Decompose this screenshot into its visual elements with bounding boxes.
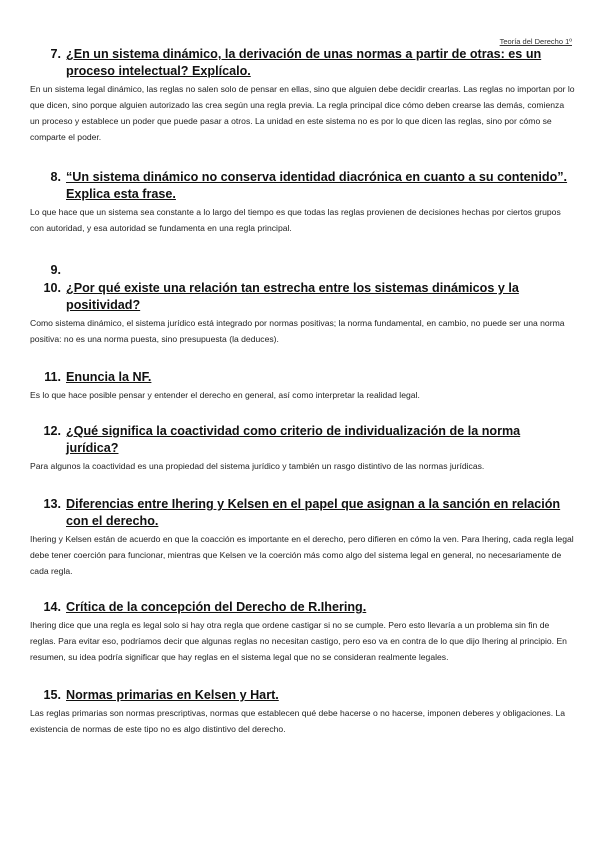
question-number: 8. — [50, 170, 61, 184]
question-heading — [30, 687, 575, 704]
question-text: “Un sistema dinámico no conserva identidad diacrónica en cuanto a su contenido”. Explica esta frase. — [66, 170, 568, 201]
page-header: Teoría del Derecho 1º — [499, 37, 572, 46]
question-heading — [30, 262, 575, 279]
document-body — [30, 46, 575, 737]
answer-text: Como sistema dinámico, el sistema jurídico está integrado por normas positivas; la norma fundamental, en cambio, no puede ser una norma positiva: no es una norma puesta, sino presupuesta (la deduces). — [30, 318, 565, 344]
question-11 — [30, 369, 575, 403]
question-text: ¿En un sistema dinámico, la derivación de unas normas a partir de otras: es un proceso intelectual? Explícalo. — [66, 47, 542, 78]
question-9 — [30, 262, 575, 279]
answer-text: Ihering y Kelsen están de acuerdo en que la coacción es importante en el derecho, pero difieren en cómo la ven. Para Ihering, cada regla legal debe tener coerción para funcionar, mientras que Kelsen ve la coerción más como algo del sistema legal en general, no necesariamente de cada regla. — [30, 534, 574, 576]
question-heading — [30, 46, 575, 80]
question-text: Crítica de la concepción del Derecho de R.Ihering. — [66, 600, 367, 614]
question-heading — [30, 599, 575, 616]
question-8 — [30, 169, 575, 236]
question-number: 9. — [50, 263, 61, 277]
question-text: ¿Por qué existe una relación tan estrecha entre los sistemas dinámicos y la positividad? — [66, 281, 519, 312]
question-13 — [30, 496, 575, 579]
question-text: ¿Qué significa la coactividad como criterio de individualización de la norma jurídica? — [66, 424, 521, 455]
question-number: 7. — [50, 47, 61, 61]
answer-text: En un sistema legal dinámico, las reglas no salen solo de pensar en ellas, sino que alguien debe decidir crearlas. Las reglas no importan por lo que dicen, sino porque alguien autorizado las crea según una regla previa. La regla principal dice cómo deben crearse las demás, comienza un proceso y establece un poder que puede pasar a otros. La unidad en este sistema no es por lo que dicen las reglas, sino por cómo se comparte el poder. — [30, 84, 575, 142]
question-text: Normas primarias en Kelsen y Hart. — [66, 688, 279, 702]
question-heading — [30, 423, 575, 457]
answer-text: Es lo que hace posible pensar y entender el derecho en general, así como interpretar la realidad legal. — [30, 390, 420, 400]
question-heading — [30, 169, 575, 203]
answer-text: Lo que hace que un sistema sea constante a lo largo del tiempo es que todas las reglas provienen de decisiones hechas por ciertos grupos con autoridad, y esa autoridad se fundamenta en una regla principal. — [30, 207, 561, 233]
question-7 — [30, 46, 575, 145]
question-15 — [30, 687, 575, 737]
question-text: Enuncia la NF. — [66, 370, 152, 384]
question-number: 13. — [43, 497, 61, 511]
question-10 — [30, 280, 575, 347]
question-14 — [30, 599, 575, 665]
answer-text: Para algunos la coactividad es una propiedad del sistema jurídico y también un rasgo distintivo de las normas jurídicas. — [30, 461, 485, 471]
answer-text: Ihering dice que una regla es legal solo si hay otra regla que ordene castigar si no se cumple. Pero esto llevaría a un problema sin fin de reglas. Para evitar eso, podríamos decir que algunas reglas no necesitan castigo, pero eso va en contra de lo que dijo Ihering al principio. En resumen, su idea podría significar que hay reglas en el sistema legal que no se consideran realmente legales. — [30, 620, 567, 662]
answer-text: Las reglas primarias son normas prescriptivas, normas que establecen qué debe hacerse o no hacerse, imponen deberes y obligaciones. La existencia de normas de este tipo no es algo distintivo del derecho. — [30, 708, 566, 734]
question-text: Diferencias entre Ihering y Kelsen en el papel que asignan a la sanción en relación con el derecho. — [66, 497, 561, 528]
question-text — [66, 262, 575, 279]
question-number: 14. — [43, 600, 61, 614]
question-heading — [30, 369, 575, 386]
question-12 — [30, 423, 575, 474]
question-number: 12. — [43, 424, 61, 438]
question-heading — [30, 280, 575, 314]
question-heading — [30, 496, 575, 530]
question-number: 10. — [43, 281, 61, 295]
question-number: 15. — [43, 688, 61, 702]
question-number: 11. — [44, 370, 61, 384]
